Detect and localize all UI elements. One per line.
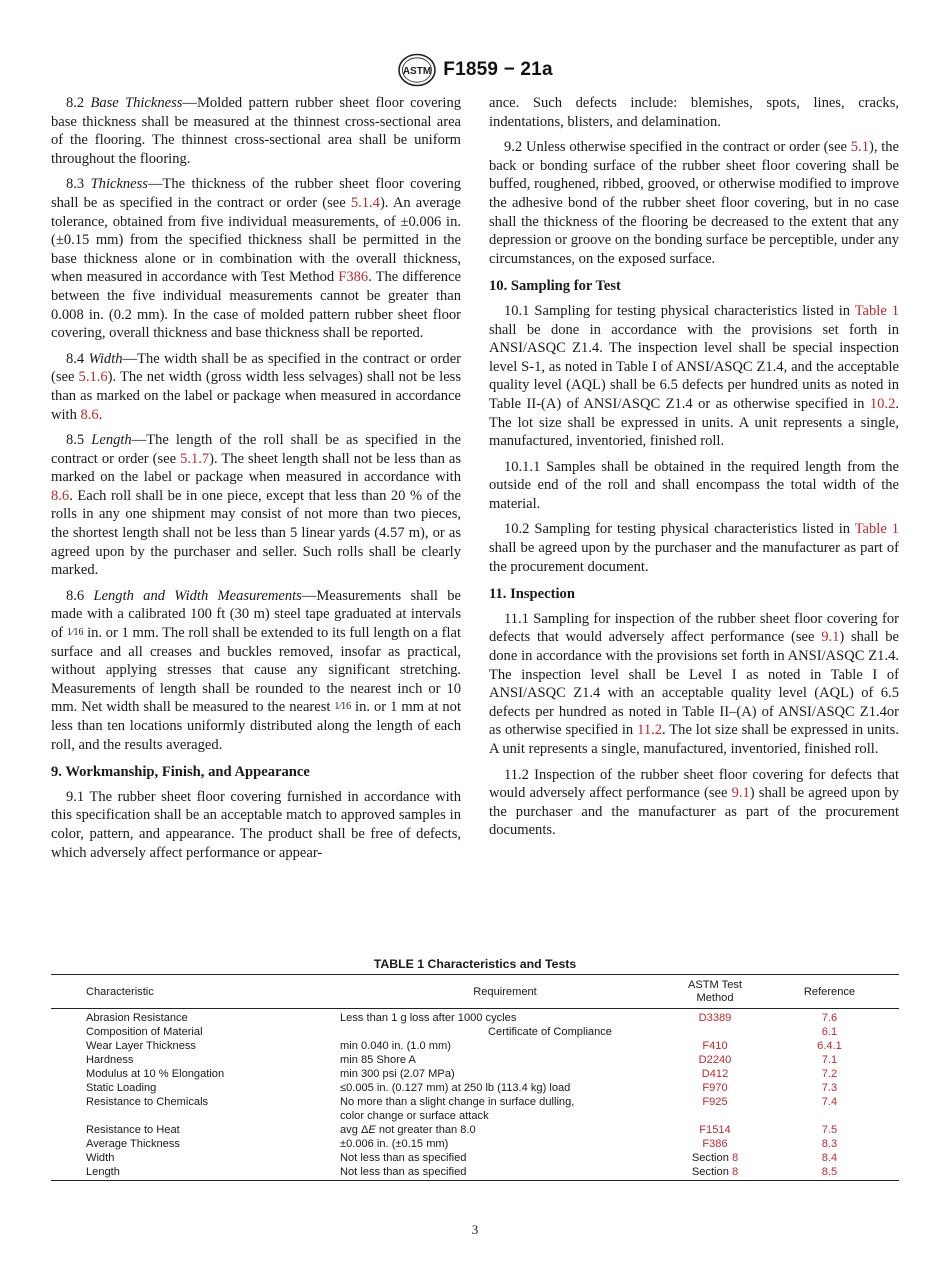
reference-link[interactable]: 7.4 xyxy=(821,1096,838,1108)
header-requirement: Requirement xyxy=(340,975,670,1009)
method-link[interactable]: F410 xyxy=(702,1040,728,1052)
table-title: TABLE 1 Characteristics and Tests xyxy=(373,957,577,971)
method-link[interactable]: F1514 xyxy=(699,1124,731,1136)
section-9-2: 9.2 Unless otherwise specified in the contract or order (see 5.1), the back or bonding surface of the rubber sheet floor covering shall be buffed, roughened, ribbed, grooved, or otherwise modified to improve the adhesive bond of the rubber sheet floor covering, but in no case shall the thickness of the flooring be decreased to the extent that any depression or groove on the bonding surface be perceptible, under any circumstances, on the exposed surface. xyxy=(489,139,899,267)
link-f386[interactable]: F386 xyxy=(338,269,369,286)
link-9-1[interactable]: 9.1 xyxy=(821,629,840,646)
section-8-link[interactable]: 8 xyxy=(731,1166,739,1178)
right-column xyxy=(489,94,899,847)
reference-link[interactable]: 7.1 xyxy=(821,1054,838,1066)
header-reference: Reference xyxy=(760,975,899,1009)
section-10-1-1: 10.1.1 Samples shall be obtained in the required length from the outside end of the roll and shall encompass the total width of the material. xyxy=(489,458,899,512)
header-characteristic: Characteristic xyxy=(51,975,340,1009)
left-column xyxy=(51,94,461,869)
link-8-6[interactable]: 8.6 xyxy=(80,406,99,423)
link-11-2[interactable]: 11.2 xyxy=(637,722,663,739)
characteristics-table xyxy=(51,974,899,1181)
table-row: Resistance to Heat avg ΔE not greater than 8.0 F1514 7.5 xyxy=(51,1123,899,1137)
method-link[interactable]: D2240 xyxy=(698,1054,732,1066)
reference-link[interactable]: 7.3 xyxy=(821,1082,838,1094)
reference-link[interactable]: 6.4.1 xyxy=(817,1040,842,1052)
table-row: Width Not less than as specified Section 8 8.4 xyxy=(51,1151,899,1165)
page-number: 3 xyxy=(471,1222,479,1237)
document-id: F1859 − 21a xyxy=(443,59,553,80)
table-row: Average Thickness ±0.006 in. (±0.15 mm) F386 8.3 xyxy=(51,1137,899,1151)
table-row: Length Not less than as specified Section 8 8.5 xyxy=(51,1165,899,1181)
link-10-2[interactable]: 10.2 xyxy=(869,395,896,412)
link-5-1-6[interactable]: 5.1.6 xyxy=(78,369,108,386)
section-9-1-continued: ance. Such defects include: blemishes, spots, lines, cracks, indentations, blisters, and delamination. xyxy=(489,95,899,130)
table-header-row xyxy=(51,975,899,1009)
table-row: Modulus at 10 % Elongation min 300 psi (2.07 MPa) D412 7.2 xyxy=(51,1067,899,1081)
table-1 xyxy=(51,957,899,1181)
reference-link[interactable]: 7.2 xyxy=(821,1068,838,1080)
heading-section-9: 9. Workmanship, Finish, and Appearance xyxy=(51,764,310,781)
reference-link[interactable]: 8.4 xyxy=(821,1152,838,1164)
method-link[interactable]: F386 xyxy=(702,1138,728,1150)
header-test-method: ASTM Test Method xyxy=(670,975,760,1009)
table-row: Abrasion Resistance Less than 1 g loss after 1000 cycles D3389 7.6 xyxy=(51,1009,899,1026)
method-link[interactable]: D3389 xyxy=(698,1012,732,1024)
link-8-6[interactable]: 8.6 xyxy=(51,487,70,504)
section-10-2: 10.2 Sampling for testing physical characteristics listed in Table 1 shall be agreed upon by the purchaser and the manufacturer as part of the procurement document. xyxy=(489,521,899,575)
reference-link[interactable]: 6.1 xyxy=(821,1026,838,1038)
method-link[interactable]: F970 xyxy=(702,1082,728,1094)
section-10-1: 10.1 Sampling for testing physical characteristics listed in Table 1 shall be done in accordance with the provisions set forth in ANSI/ASQC Z1.4. The inspection level shall be special inspection level S-1, as noted in Table I of ANSI/ASQC Z1.4, and the acceptable quality level (AQL) shall be 6.5 defects per hundred units as noted in Table II-(A) of ANSI/ASQC Z1.4 or as otherwise specified in 10.2. The lot size shall be expressed in units. A unit represents a single, manufactured, inventoried, finished roll. xyxy=(489,302,899,450)
section-8-2: 8.2 Base Thickness—Molded pattern rubber sheet floor covering base thickness shall be measured at the thinnest cross-sectional area of the flooring. The thinnest cross-sectional area shall be uniform throughout the flooring. xyxy=(51,95,461,167)
table-row: Resistance to Chemicals No more than a slight change in surface dulling, color change or surface attack F925 7.4 xyxy=(51,1095,899,1123)
section-11-1: 11.1 Sampling for inspection of the rubber sheet floor covering for defects that would adversely affect performance (see 9.1) shall be done in accordance with the provisions set forth in ANSI/ASQC Z1.4. The inspection level shall be Level I as noted in Table I of ANSI/ASQC Z1.4 with an acceptable quality level (AQL) of 6.5 defects per hundred as noted in Table II–(A) of ANSI/ASQC Z1.4or as otherwise specified in 11.2. The lot size shall be expressed in units. A unit represents a single, manufactured, inventoried, finished roll. xyxy=(489,610,899,757)
page-header xyxy=(0,50,950,90)
reference-link[interactable]: 7.5 xyxy=(821,1124,838,1136)
section-8-5: 8.5 Length—The length of the roll shall be as specified in the contract or order (see 5.1.7). The sheet length shall not be less than as marked on the label or package when measured in accordance with 8.6. Each roll shall be in one piece, except that less than 20 % of the rolls in any one shipment may consist of not more than two pieces, the shortest length shall not be less than 5 linear yards (4.57 m), or as agreed upon by the purchaser and seller. Such rolls shall be clearly marked. xyxy=(51,432,461,579)
table-row: Static Loading ≤0.005 in. (0.127 mm) at 250 lb (113.4 kg) load F970 7.3 xyxy=(51,1081,899,1095)
table-row: Composition of Material Certificate of Compliance 6.1 xyxy=(51,1025,899,1039)
link-table-1[interactable]: Table 1 xyxy=(854,521,899,538)
link-table-1[interactable]: Table 1 xyxy=(854,302,899,319)
link-9-1[interactable]: 9.1 xyxy=(731,785,750,802)
section-8-link[interactable]: 8 xyxy=(731,1152,739,1164)
reference-link[interactable]: 8.3 xyxy=(821,1138,838,1150)
link-5-1-7[interactable]: 5.1.7 xyxy=(180,450,210,467)
astm-logo-icon xyxy=(397,53,437,87)
section-9-1: 9.1 The rubber sheet floor covering furnished in accordance with this specification shall be an acceptable match to approved samples in color, pattern, and appearance. The product shall be free of defects, which adversely affect performance or appear- xyxy=(51,788,461,861)
section-11-2: 11.2 Inspection of the rubber sheet floor covering for defects that would adversely affect performance (see 9.1) shall be agreed upon by the purchaser and the manufacturer as part of the procurement documents. xyxy=(489,766,899,839)
heading-section-11: 11. Inspection xyxy=(489,586,575,603)
section-8-3: 8.3 Thickness—The thickness of the rubber sheet floor covering shall be as specified in the contract or order (see 5.1.4). An average tolerance, obtained from five individual measurements, of ±0.006 in. (±0.15 mm) from the specified thickness shall be permitted in the base thickness alone or in combination with the overall thickness, when measured in accordance with Test Method F386. The difference between the five individual measurements cannot be greater than 0.008 in. (0.2 mm). In the case of molded pattern rubber sheet floor covering, overall thickness and base thickness shall be reported. xyxy=(51,176,461,342)
table-row: Hardness min 85 Shore A D2240 7.1 xyxy=(51,1053,899,1067)
method-link[interactable]: D412 xyxy=(701,1068,729,1080)
heading-section-10: 10. Sampling for Test xyxy=(489,278,621,295)
table-row: Wear Layer Thickness min 0.040 in. (1.0 mm) F410 6.4.1 xyxy=(51,1039,899,1053)
reference-link[interactable]: 8.5 xyxy=(821,1166,838,1178)
logo-text: ASTM xyxy=(403,66,432,77)
link-5-1-4[interactable]: 5.1.4 xyxy=(350,194,380,211)
section-8-6: 8.6 Length and Width Measurements—Measurements shall be made with a calibrated 100 ft (30 m) steel tape graduated at intervals of 1⁄16 in. or 1 mm. The roll shall be extended to its full length on a flat surface and all creases and buckles removed, insofar as practical, without applying stresses that cause any significant stretching. Measurements of length shall be rounded to the nearest inch or 10 mm. Net width shall be measured to the nearest 1⁄16 in. or 1 mm at not less than ten locations uniformly distributed along the length of each roll, and the results averaged. xyxy=(51,587,461,753)
reference-link[interactable]: 7.6 xyxy=(821,1012,838,1024)
link-5-1[interactable]: 5.1 xyxy=(850,139,869,156)
section-8-4: 8.4 Width—The width shall be as specified in the contract or order (see 5.1.6). The net width (gross width less selvages) shall not be less than as marked on the label or package when measured in accordance with 8.6. xyxy=(51,350,462,423)
method-link[interactable]: F925 xyxy=(702,1096,728,1108)
